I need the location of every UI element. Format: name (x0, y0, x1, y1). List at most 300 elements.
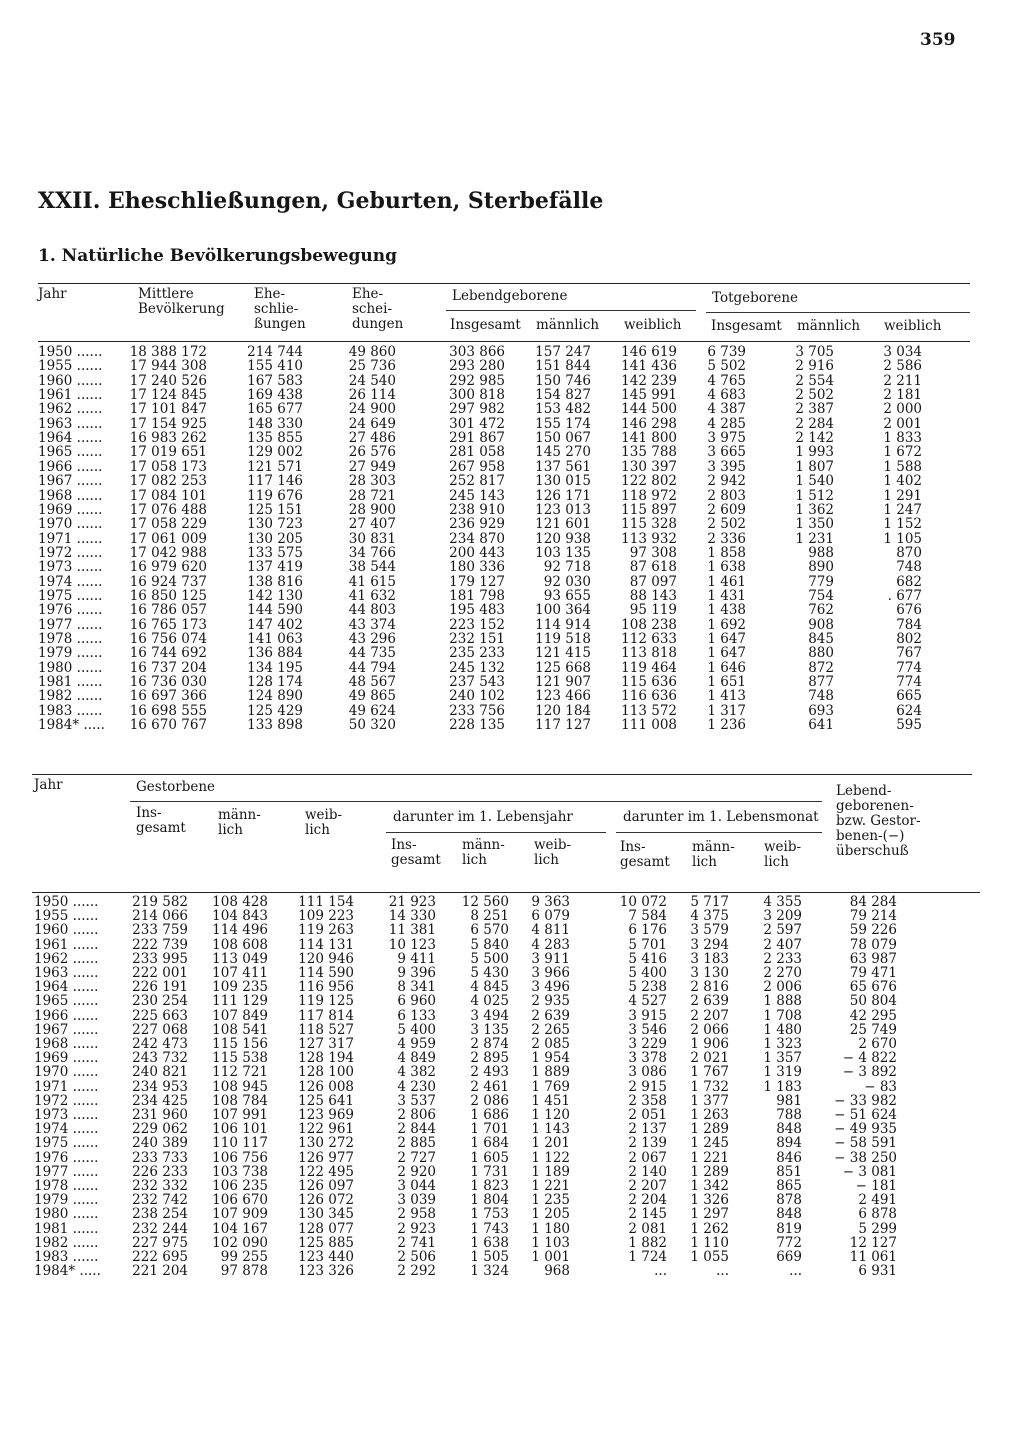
lebend-weiblich-cell: 113 932 (621, 530, 677, 547)
lebend-weiblich-cell: 95 119 (629, 602, 677, 619)
lebend-weiblich-cell: 135 788 (621, 444, 677, 461)
year-cell: 1960 ...... (38, 372, 103, 389)
tot-maennlich-cell: 693 (808, 702, 834, 719)
lebensmonat-weiblich-cell: 2 597 (763, 922, 802, 939)
year-cell: 1975 ...... (34, 1135, 99, 1152)
gestorbene-weiblich-cell: 130 272 (298, 1135, 354, 1152)
tot-maennlich-cell: 877 (808, 674, 834, 691)
lebensjahr-insgesamt-cell: 21 923 (388, 894, 436, 910)
tot-weiblich-cell: 2 211 (883, 372, 922, 389)
lebensjahr-weiblich-cell: 2 265 (531, 1021, 570, 1038)
lebensmonat-weiblich-cell: ... (789, 1263, 802, 1280)
year-cell: 1974 ...... (38, 573, 103, 590)
lebensmonat-weiblich-cell: 1 480 (763, 1021, 802, 1038)
eheschliessungen-cell: 125 429 (247, 702, 303, 719)
tot-maennlich-cell: 988 (808, 544, 834, 561)
lebensjahr-maennlich-cell: 1 505 (470, 1249, 509, 1265)
t1-header-lg-maennlich: männlich (536, 317, 600, 333)
t1-header-tg-weiblich: weiblich (884, 318, 942, 334)
lebensmonat-maennlich-cell: 1 297 (690, 1206, 729, 1223)
tot-weiblich-cell: 595 (896, 717, 922, 734)
gestorbene-maennlich-cell: 114 496 (212, 922, 268, 939)
lebensmonat-weiblich-cell: 1 183 (763, 1078, 802, 1095)
lebensmonat-maennlich-cell: 3 579 (690, 922, 729, 939)
lebensjahr-weiblich-cell: 6 079 (531, 908, 570, 925)
year-cell: 1983 ...... (38, 702, 103, 719)
tot-insgesamt-cell: 5 502 (707, 358, 746, 375)
gestorbene-maennlich-cell: 109 235 (212, 979, 268, 996)
gestorbene-maennlich-cell: 107 909 (212, 1206, 268, 1223)
lebensjahr-weiblich-cell: 3 496 (531, 979, 570, 996)
gestorbene-weiblich-cell: 126 008 (298, 1078, 354, 1095)
lebensmonat-insgesamt-cell: 3 378 (628, 1050, 667, 1067)
lebend-weiblich-cell: 118 972 (621, 487, 677, 504)
eheschliessungen-cell: 167 583 (247, 372, 303, 389)
gestorbene-insgesamt-cell: 221 204 (132, 1263, 188, 1280)
mittlere-bevoelkerung-cell: 16 786 057 (129, 602, 207, 619)
gestorbene-insgesamt-cell: 232 742 (132, 1192, 188, 1209)
lebend-weiblich-cell: 144 500 (621, 401, 677, 418)
gestorbene-insgesamt-cell: 214 066 (132, 908, 188, 925)
lebend-insgesamt-cell: 281 058 (449, 444, 505, 461)
tot-maennlich-cell: 2 284 (795, 415, 834, 432)
ueberschuss-cell: 11 061 (849, 1249, 897, 1265)
eheschliessungen-cell: 125 151 (247, 501, 303, 518)
lebend-maennlich-cell: 151 844 (535, 358, 591, 375)
year-cell: 1971 ...... (38, 530, 103, 547)
lebensjahr-maennlich-cell: 1 731 (470, 1163, 509, 1180)
lebensjahr-maennlich-cell: 2 086 (470, 1092, 509, 1109)
ueberschuss-cell: 79 471 (849, 965, 897, 981)
year-cell: 1966 ...... (38, 458, 103, 475)
lebensjahr-insgesamt-cell: 4 230 (397, 1078, 436, 1095)
gestorbene-insgesamt-cell: 242 473 (132, 1036, 188, 1052)
gestorbene-insgesamt-cell: 226 233 (132, 1163, 188, 1180)
lebensjahr-insgesamt-cell: 2 920 (397, 1163, 436, 1180)
ueberschuss-cell: 6 931 (858, 1263, 897, 1280)
lebensjahr-maennlich-cell: 2 493 (470, 1064, 509, 1081)
lebensmonat-insgesamt-cell: 2 067 (628, 1149, 667, 1166)
lebensmonat-insgesamt-cell: 5 400 (628, 965, 667, 981)
lebensmonat-weiblich-cell: 1 319 (763, 1064, 802, 1081)
year-cell: 1972 ...... (38, 544, 103, 561)
tot-insgesamt-cell: 1 647 (707, 631, 746, 647)
year-cell: 1967 ...... (38, 473, 103, 490)
tot-insgesamt-cell: 4 765 (707, 372, 746, 389)
eheschliessungen-cell: 124 890 (247, 688, 303, 705)
lebend-maennlich-cell: 114 914 (535, 616, 591, 633)
tot-weiblich-cell: 665 (896, 688, 922, 705)
year-cell: 1984* ..... (38, 717, 105, 734)
tot-weiblich-cell: 676 (896, 602, 922, 619)
gestorbene-maennlich-cell: 106 756 (212, 1149, 268, 1166)
lebensmonat-weiblich-cell: 1 357 (763, 1050, 802, 1067)
tot-insgesamt-cell: 4 387 (707, 401, 746, 418)
gestorbene-insgesamt-cell: 233 995 (132, 950, 188, 967)
lebensmonat-maennlich-cell: 3 183 (690, 950, 729, 967)
lebensmonat-weiblich-cell: 878 (776, 1192, 802, 1209)
ueberschuss-cell: − 83 (864, 1078, 897, 1095)
ehescheidungen-cell: 24 540 (348, 372, 396, 389)
year-cell: 1977 ...... (34, 1163, 99, 1180)
lebend-insgesamt-cell: 181 798 (449, 587, 505, 604)
gestorbene-maennlich-cell: 106 235 (212, 1178, 268, 1194)
lebend-weiblich-cell: 112 633 (621, 631, 677, 647)
gestorbene-weiblich-cell: 114 131 (298, 936, 354, 953)
year-cell: 1973 ...... (34, 1107, 99, 1123)
lebend-insgesamt-cell: 237 543 (449, 674, 505, 691)
ueberschuss-cell: − 3 892 (842, 1064, 897, 1081)
gestorbene-insgesamt-cell: 230 254 (132, 993, 188, 1010)
tot-insgesamt-cell: 1 431 (707, 587, 746, 604)
tot-weiblich-cell: 2 586 (883, 358, 922, 375)
eheschliessungen-cell: 148 330 (247, 415, 303, 432)
lebensmonat-maennlich-cell: 1 326 (690, 1192, 729, 1209)
year-cell: 1962 ...... (38, 401, 103, 418)
lebensjahr-insgesamt-cell: 2 727 (397, 1149, 436, 1166)
lebensjahr-weiblich-cell: 1 221 (531, 1178, 570, 1194)
tot-insgesamt-cell: 3 975 (707, 430, 746, 447)
lebensjahr-maennlich-cell: 1 804 (470, 1192, 509, 1209)
lebend-maennlich-cell: 119 518 (535, 631, 591, 647)
lebensmonat-maennlich-cell: ... (716, 1263, 729, 1280)
lebensmonat-weiblich-cell: 981 (776, 1092, 802, 1109)
year-cell: 1962 ...... (34, 950, 99, 967)
table-2-header-rule (32, 892, 980, 893)
t1-header-mittlere-bevoelkerung: Mittlere Bevölkerung (138, 286, 225, 317)
lebend-maennlich-cell: 153 482 (535, 401, 591, 418)
gestorbene-maennlich-cell: 103 738 (212, 1163, 268, 1180)
gestorbene-insgesamt-cell: 222 695 (132, 1249, 188, 1265)
lebend-insgesamt-cell: 303 866 (449, 344, 505, 360)
t1-header-eheschliessungen: Ehe- schlie- ßungen (254, 286, 306, 332)
lebend-insgesamt-cell: 245 132 (449, 659, 505, 676)
mittlere-bevoelkerung-cell: 17 082 253 (129, 473, 207, 490)
eheschliessungen-cell: 141 063 (247, 631, 303, 647)
tot-maennlich-cell: 845 (808, 631, 834, 647)
year-cell: 1979 ...... (34, 1192, 99, 1209)
lebensmonat-insgesamt-cell: 2 207 (628, 1178, 667, 1194)
eheschliessungen-cell: 130 723 (247, 516, 303, 533)
lebensjahr-maennlich-cell: 1 605 (470, 1149, 509, 1166)
tot-weiblich-cell: 1 247 (883, 501, 922, 518)
lebensjahr-weiblich-cell: 4 811 (531, 922, 570, 939)
lebend-weiblich-cell: 141 436 (621, 358, 677, 375)
lebend-weiblich-cell: 130 397 (621, 458, 677, 475)
lebensjahr-insgesamt-cell: 3 039 (397, 1192, 436, 1209)
ueberschuss-cell: 42 295 (849, 1007, 897, 1024)
lebend-maennlich-cell: 145 270 (535, 444, 591, 461)
gestorbene-weiblich-cell: 126 977 (298, 1149, 354, 1166)
mittlere-bevoelkerung-cell: 17 076 488 (129, 501, 207, 518)
gestorbene-weiblich-cell: 126 072 (298, 1192, 354, 1209)
lebensjahr-insgesamt-cell: 2 806 (397, 1107, 436, 1123)
ueberschuss-cell: − 38 250 (834, 1149, 897, 1166)
gestorbene-weiblich-cell: 122 961 (298, 1121, 354, 1138)
year-cell: 1978 ...... (34, 1178, 99, 1194)
table-2-top-rule (32, 774, 972, 775)
tot-weiblich-cell: 870 (896, 544, 922, 561)
mittlere-bevoelkerung-cell: 17 124 845 (129, 387, 207, 404)
lebensmonat-maennlich-cell: 5 717 (690, 894, 729, 910)
gestorbene-weiblich-cell: 128 077 (298, 1220, 354, 1237)
lebensmonat-insgesamt-cell: ... (654, 1263, 667, 1280)
ehescheidungen-cell: 44 794 (348, 659, 396, 676)
eheschliessungen-cell: 134 195 (247, 659, 303, 676)
gestorbene-weiblich-cell: 128 194 (298, 1050, 354, 1067)
lebend-maennlich-cell: 157 247 (535, 344, 591, 360)
mittlere-bevoelkerung-cell: 17 019 651 (129, 444, 207, 461)
lebensmonat-insgesamt-cell: 2 140 (628, 1163, 667, 1180)
ueberschuss-cell: 78 079 (849, 936, 897, 953)
gestorbene-insgesamt-cell: 238 254 (132, 1206, 188, 1223)
mittlere-bevoelkerung-cell: 17 240 526 (129, 372, 207, 389)
tot-insgesamt-cell: 1 461 (707, 573, 746, 590)
tot-weiblich-cell: 748 (896, 559, 922, 576)
t1-header-lg-weiblich: weiblich (624, 317, 682, 333)
tot-insgesamt-cell: 2 942 (707, 473, 746, 490)
lebensjahr-insgesamt-cell: 9 411 (397, 950, 436, 967)
lebend-weiblich-cell: 97 308 (629, 544, 677, 561)
ueberschuss-cell: − 51 624 (834, 1107, 897, 1123)
ehescheidungen-cell: 41 615 (348, 573, 396, 590)
t1-header-ehescheidungen: Ehe- schei- dungen (352, 286, 404, 332)
lebensjahr-weiblich-cell: 1 889 (531, 1064, 570, 1081)
t1-header-lebendgeborene: Lebendgeborene (452, 288, 568, 304)
ueberschuss-cell: 6 878 (858, 1206, 897, 1223)
lebensmonat-insgesamt-cell: 2 145 (628, 1206, 667, 1223)
mittlere-bevoelkerung-cell: 16 744 692 (129, 645, 207, 662)
lebensjahr-insgesamt-cell: 8 341 (397, 979, 436, 996)
lebensmonat-maennlich-cell: 1 342 (690, 1178, 729, 1194)
tot-maennlich-cell: 880 (808, 645, 834, 662)
section-title: 1. Natürliche Bevölkerungsbewegung (38, 246, 397, 266)
lebend-maennlich-cell: 121 601 (535, 516, 591, 533)
tot-maennlich-cell: 641 (808, 717, 834, 734)
lebend-maennlich-cell: 155 174 (535, 415, 591, 432)
t2-header-lj-maennlich: männ- lich (462, 837, 505, 868)
tot-weiblich-cell: 1 402 (883, 473, 922, 490)
lebensjahr-insgesamt-cell: 2 292 (397, 1263, 436, 1280)
gestorbene-maennlich-cell: 115 156 (212, 1036, 268, 1052)
t2-header-insgesamt: Ins- gesamt (136, 805, 186, 836)
ehescheidungen-cell: 43 296 (348, 631, 396, 647)
year-cell: 1983 ...... (34, 1249, 99, 1265)
lebend-insgesamt-cell: 234 870 (449, 530, 505, 547)
mittlere-bevoelkerung-cell: 17 042 988 (129, 544, 207, 561)
tot-insgesamt-cell: 1 692 (707, 616, 746, 633)
tot-insgesamt-cell: 3 665 (707, 444, 746, 461)
t2-lebensmonat-underline (616, 832, 822, 833)
mittlere-bevoelkerung-cell: 17 084 101 (129, 487, 207, 504)
lebensjahr-maennlich-cell: 5 500 (470, 950, 509, 967)
tot-weiblich-cell: . 677 (887, 587, 922, 604)
lebensmonat-maennlich-cell: 2 639 (690, 993, 729, 1010)
lebensjahr-weiblich-cell: 1 180 (531, 1220, 570, 1237)
tot-insgesamt-cell: 1 413 (707, 688, 746, 705)
gestorbene-maennlich-cell: 110 117 (212, 1135, 268, 1152)
lebensmonat-maennlich-cell: 1 289 (690, 1121, 729, 1138)
lebensjahr-weiblich-cell: 1 205 (531, 1206, 570, 1223)
t1-header-totgeborene: Totgeborene (712, 290, 799, 306)
ehescheidungen-cell: 30 831 (348, 530, 396, 547)
eheschliessungen-cell: 144 590 (247, 602, 303, 619)
lebensmonat-maennlich-cell: 4 375 (690, 908, 729, 925)
lebensmonat-maennlich-cell: 1 767 (690, 1064, 729, 1081)
gestorbene-insgesamt-cell: 227 068 (132, 1021, 188, 1038)
tot-maennlich-cell: 1 807 (795, 458, 834, 475)
tot-insgesamt-cell: 3 395 (707, 458, 746, 475)
lebensjahr-weiblich-cell: 1 954 (531, 1050, 570, 1067)
lebensjahr-insgesamt-cell: 4 959 (397, 1036, 436, 1052)
t2-header-weiblich: weib- lich (305, 807, 343, 838)
lebend-insgesamt-cell: 236 929 (449, 516, 505, 533)
ehescheidungen-cell: 34 766 (348, 544, 396, 561)
ehescheidungen-cell: 24 649 (348, 415, 396, 432)
year-cell: 1982 ...... (38, 688, 103, 705)
ehescheidungen-cell: 38 544 (348, 559, 396, 576)
ueberschuss-cell: − 4 822 (842, 1050, 897, 1067)
t2-lebensjahr-underline (386, 832, 606, 833)
gestorbene-weiblich-cell: 125 641 (298, 1092, 354, 1109)
mittlere-bevoelkerung-cell: 16 924 737 (129, 573, 207, 590)
lebensjahr-maennlich-cell: 1 823 (470, 1178, 509, 1194)
ueberschuss-cell: − 49 935 (834, 1121, 897, 1138)
year-cell: 1977 ...... (38, 616, 103, 633)
year-cell: 1970 ...... (34, 1064, 99, 1081)
tot-insgesamt-cell: 1 236 (707, 717, 746, 734)
lebensmonat-maennlich-cell: 1 289 (690, 1163, 729, 1180)
tot-weiblich-cell: 1 152 (883, 516, 922, 533)
lebensmonat-weiblich-cell: 2 407 (763, 936, 802, 953)
lebend-weiblich-cell: 115 897 (621, 501, 677, 518)
ehescheidungen-cell: 24 900 (348, 401, 396, 418)
gestorbene-maennlich-cell: 111 129 (212, 993, 268, 1010)
lebensmonat-maennlich-cell: 2 816 (690, 979, 729, 996)
mittlere-bevoelkerung-cell: 17 058 229 (129, 516, 207, 533)
lebend-weiblich-cell: 88 143 (629, 587, 677, 604)
gestorbene-weiblich-cell: 111 154 (298, 894, 354, 910)
ueberschuss-cell: − 3 081 (842, 1163, 897, 1180)
lebensjahr-weiblich-cell: 2 935 (531, 993, 570, 1010)
lebensmonat-weiblich-cell: 1 323 (763, 1036, 802, 1052)
year-cell: 1981 ...... (38, 674, 103, 691)
lebensmonat-weiblich-cell: 851 (776, 1163, 802, 1180)
t1-header-jahr: Jahr (38, 286, 67, 302)
eheschliessungen-cell: 119 676 (247, 487, 303, 504)
lebend-weiblich-cell: 142 239 (621, 372, 677, 389)
ehescheidungen-cell: 25 736 (348, 358, 396, 375)
t2-header-lm-weiblich: weib- lich (764, 839, 802, 870)
eheschliessungen-cell: 137 419 (247, 559, 303, 576)
lebend-maennlich-cell: 120 938 (535, 530, 591, 547)
year-cell: 1966 ...... (34, 1007, 99, 1024)
tot-maennlich-cell: 872 (808, 659, 834, 676)
tot-maennlich-cell: 762 (808, 602, 834, 619)
table-1-top-rule (38, 283, 970, 284)
gestorbene-maennlich-cell: 112 721 (212, 1064, 268, 1081)
t2-header-lm-maennlich: männ- lich (692, 839, 735, 870)
year-cell: 1955 ...... (34, 908, 99, 925)
lebend-weiblich-cell: 122 802 (621, 473, 677, 490)
ehescheidungen-cell: 28 303 (348, 473, 396, 490)
lebensmonat-insgesamt-cell: 2 137 (628, 1121, 667, 1138)
year-cell: 1980 ...... (38, 659, 103, 676)
gestorbene-maennlich-cell: 108 608 (212, 936, 268, 953)
tot-weiblich-cell: 767 (896, 645, 922, 662)
mittlere-bevoelkerung-cell: 16 670 767 (129, 717, 207, 734)
lebend-maennlich-cell: 130 015 (535, 473, 591, 490)
gestorbene-maennlich-cell: 108 541 (212, 1021, 268, 1038)
gestorbene-insgesamt-cell: 232 244 (132, 1220, 188, 1237)
lebensjahr-weiblich-cell: 1 103 (531, 1234, 570, 1251)
tot-maennlich-cell: 1 512 (795, 487, 834, 504)
gestorbene-insgesamt-cell: 234 953 (132, 1078, 188, 1095)
year-cell: 1976 ...... (34, 1149, 99, 1166)
tot-weiblich-cell: 802 (896, 631, 922, 647)
lebend-maennlich-cell: 126 171 (535, 487, 591, 504)
lebensjahr-insgesamt-cell: 2 741 (397, 1234, 436, 1251)
gestorbene-weiblich-cell: 123 326 (298, 1263, 354, 1280)
tot-weiblich-cell: 2 001 (883, 415, 922, 432)
tot-maennlich-cell: 2 387 (795, 401, 834, 418)
ehescheidungen-cell: 27 407 (348, 516, 396, 533)
lebend-insgesamt-cell: 240 102 (449, 688, 505, 705)
lebend-insgesamt-cell: 233 756 (449, 702, 505, 719)
lebensmonat-maennlich-cell: 1 245 (690, 1135, 729, 1152)
lebensmonat-insgesamt-cell: 10 072 (619, 894, 667, 910)
lebend-insgesamt-cell: 200 443 (449, 544, 505, 561)
lebensjahr-maennlich-cell: 12 560 (461, 894, 509, 910)
ueberschuss-cell: 50 804 (849, 993, 897, 1010)
gestorbene-insgesamt-cell: 222 001 (132, 965, 188, 981)
eheschliessungen-cell: 130 205 (247, 530, 303, 547)
t1-header-tg-maennlich: männlich (797, 318, 861, 334)
tot-weiblich-cell: 1 672 (883, 444, 922, 461)
lebend-insgesamt-cell: 292 985 (449, 372, 505, 389)
tot-insgesamt-cell: 2 336 (707, 530, 746, 547)
tot-insgesamt-cell: 2 803 (707, 487, 746, 504)
eheschliessungen-cell: 136 884 (247, 645, 303, 662)
ehescheidungen-cell: 44 735 (348, 645, 396, 662)
lebensjahr-insgesamt-cell: 2 958 (397, 1206, 436, 1223)
lebend-weiblich-cell: 141 800 (621, 430, 677, 447)
lebend-insgesamt-cell: 297 982 (449, 401, 505, 418)
lebend-maennlich-cell: 123 013 (535, 501, 591, 518)
lebensjahr-insgesamt-cell: 3 537 (397, 1092, 436, 1109)
gestorbene-weiblich-cell: 120 946 (298, 950, 354, 967)
tot-maennlich-cell: 1 350 (795, 516, 834, 533)
eheschliessungen-cell: 155 410 (247, 358, 303, 375)
t1-header-lg-insgesamt: Insgesamt (450, 317, 521, 333)
gestorbene-maennlich-cell: 97 878 (220, 1263, 268, 1280)
lebend-insgesamt-cell: 228 135 (449, 717, 505, 734)
lebensjahr-insgesamt-cell: 3 044 (397, 1178, 436, 1194)
ueberschuss-cell: 63 987 (849, 950, 897, 967)
lebensmonat-insgesamt-cell: 4 527 (628, 993, 667, 1010)
gestorbene-weiblich-cell: 114 590 (298, 965, 354, 981)
ehescheidungen-cell: 27 949 (348, 458, 396, 475)
tot-insgesamt-cell: 1 646 (707, 659, 746, 676)
lebensjahr-maennlich-cell: 1 684 (470, 1135, 509, 1152)
ueberschuss-cell: 12 127 (849, 1234, 897, 1251)
gestorbene-insgesamt-cell: 222 739 (132, 936, 188, 953)
eheschliessungen-cell: 169 438 (247, 387, 303, 404)
lebend-insgesamt-cell: 238 910 (449, 501, 505, 518)
ehescheidungen-cell: 28 900 (348, 501, 396, 518)
mittlere-bevoelkerung-cell: 16 697 366 (129, 688, 207, 705)
lebensjahr-maennlich-cell: 1 753 (470, 1206, 509, 1223)
